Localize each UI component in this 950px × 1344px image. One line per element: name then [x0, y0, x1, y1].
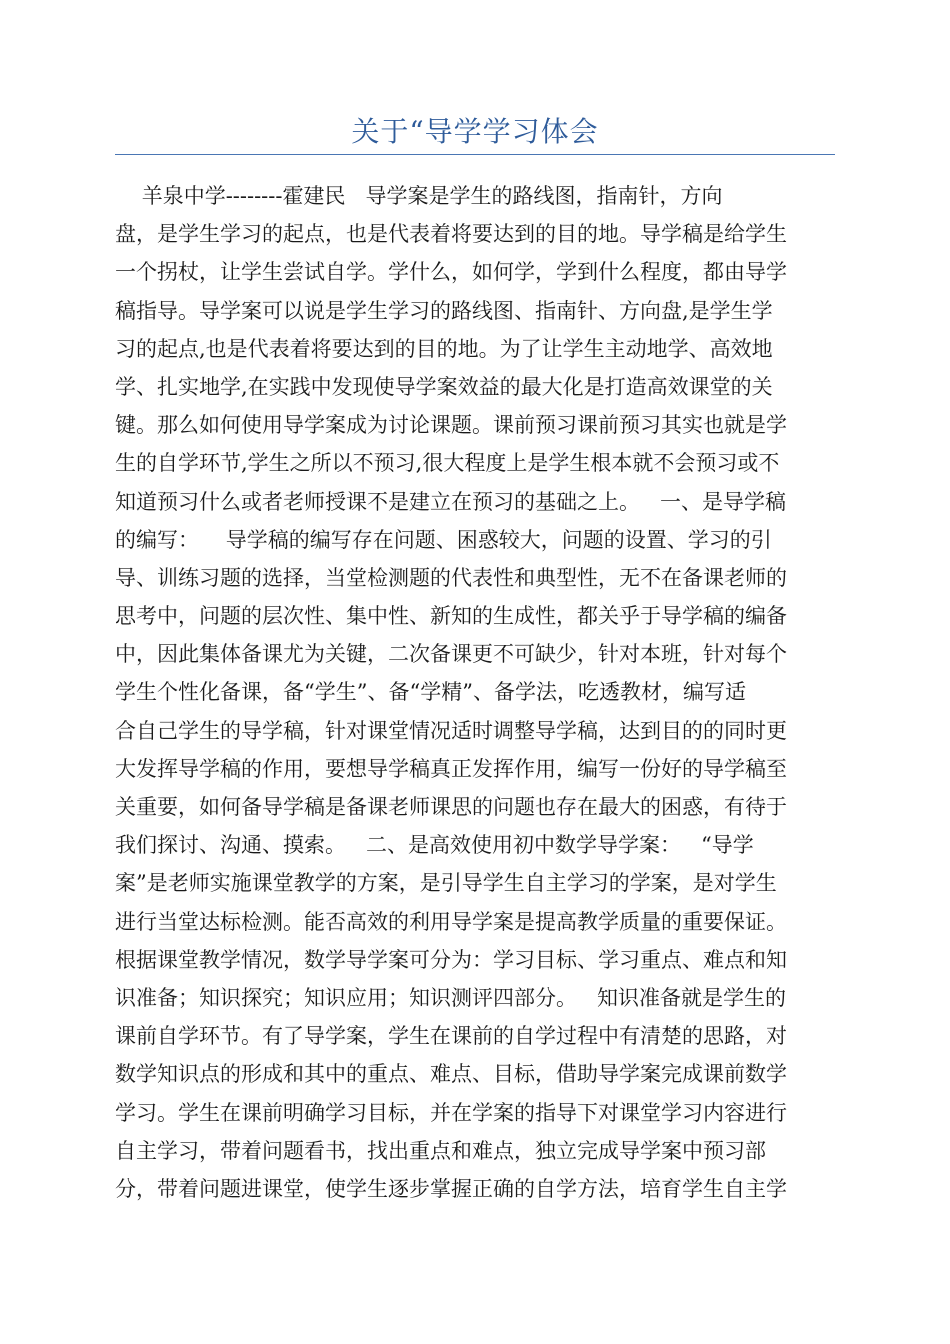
title-underline [115, 154, 835, 155]
document-body [115, 177, 835, 1208]
body-line: 学、扎实地学,在实践中发现使导学案效益的最大化是打造高效课堂的关 [115, 374, 773, 399]
body-line: 生的自学环节,学生之所以不预习,很大程度上是学生根本就不会预习或不 [115, 451, 780, 476]
body-line: 习的起点,也是代表着将要达到的目的地。为了让学生主动地学、高效地 [115, 336, 773, 361]
body-line: 识准备；知识探究；知识应用；知识测评四部分。 知识准备就是学生的 [115, 985, 787, 1010]
body-line: 盘，是学生学习的起点，也是代表着将要达到的目的地。导学稿是给学生 [115, 222, 787, 247]
body-line: 自主学习，带着问题看书，找出重点和难点，独立完成导学案中预习部 [115, 1138, 766, 1163]
body-line: 键。那么如何使用导学案成为讨论课题。课前预习课前预习其实也就是学 [115, 413, 787, 438]
body-line: 我们探讨、沟通、摸索。 二、是高效使用初中数学导学案： “导学 [115, 833, 754, 858]
body-line: 一个拐杖，让学生尝试自学。学什么，如何学，学到什么程度，都由导学 [115, 260, 787, 285]
body-line: 稿指导。导学案可以说是学生学习的路线图、指南针、方向盘,是学生学 [115, 298, 773, 323]
body-line: 进行当堂达标检测。能否高效的利用导学案是提高教学质量的重要保证。 [115, 909, 787, 934]
body-line: 关重要，如何备导学稿是备课老师课思的问题也存在最大的困惑，有待于 [115, 795, 787, 819]
body-line: 合自己学生的导学稿，针对课堂情况适时调整导学稿，达到目的的同时更 [115, 718, 787, 743]
document-title: 关于“导学学习体会 [351, 115, 599, 148]
body-line: 知道预习什么或者老师授课不是建立在预习的基础之上。 一、是导学稿 [115, 489, 787, 514]
body-line: 大发挥导学稿的作用，要想导学稿真正发挥作用，编写一份好的导学稿至 [115, 756, 787, 781]
body-line: 根据课堂教学情况，数学导学案可分为：学习目标、学习重点、难点和知 [115, 947, 787, 972]
body-line: 导、训练习题的选择，当堂检测题的代表性和典型性，无不在备课老师的 [115, 565, 787, 590]
body-line: 羊泉中学--------霍建民 导学案是学生的路线图，指南针，方向 [115, 184, 723, 208]
body-line: 的编写： 导学稿的编写存在问题、困惑较大，问题的设置、学习的引 [115, 527, 772, 552]
body-line: 思考中，问题的层次性、集中性、新知的生成性，都关乎于导学稿的编备 [115, 604, 787, 629]
body-line: 学生个性化备课，备“学生”、备“学精”、备学法，吃透教材，编写适 [115, 680, 746, 705]
body-line: 学习。学生在课前明确学习目标，并在学案的指导下对课堂学习内容进行 [115, 1100, 787, 1125]
body-line: 课前自学环节。有了导学案，学生在课前的自学过程中有清楚的思路，对 [115, 1024, 787, 1049]
body-line: 数学知识点的形成和其中的重点、难点、目标，借助导学案完成课前数学 [115, 1062, 787, 1087]
body-line: 中，因此集体备课尤为关键，二次备课更不可缺少，针对本班，针对每个 [115, 642, 787, 667]
body-line: 案”是老师实施课堂教学的方案，是引导学生自主学习的学案，是对学生 [115, 871, 777, 896]
body-line: 分，带着问题进课堂，使学生逐步掌握正确的自学方法，培育学生自主学 [115, 1176, 787, 1201]
